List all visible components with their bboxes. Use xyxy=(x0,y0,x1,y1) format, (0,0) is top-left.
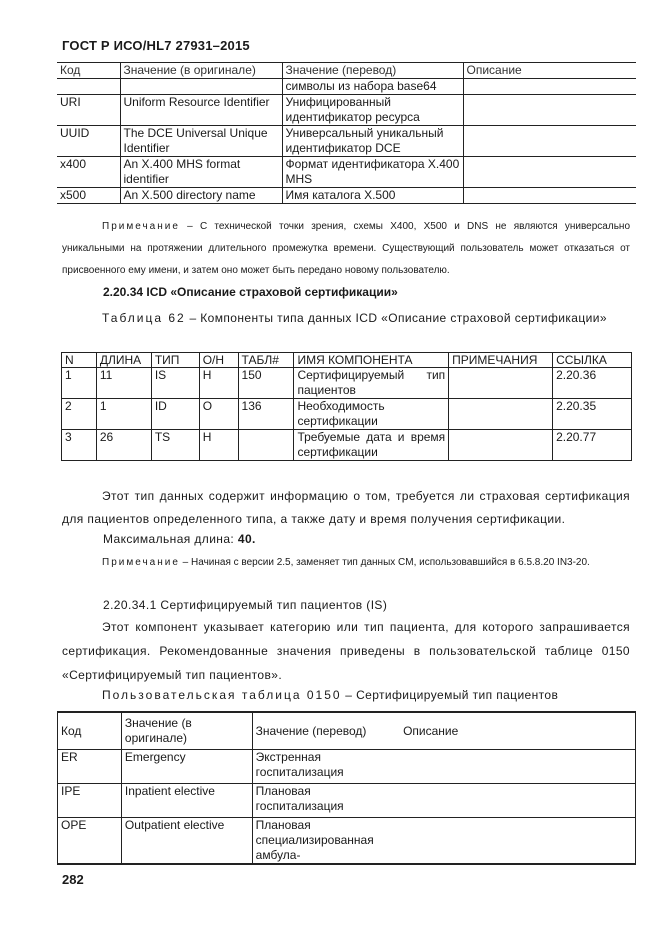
note-paragraph xyxy=(62,216,630,282)
cell-description xyxy=(463,126,636,157)
table-row xyxy=(62,430,632,461)
column-header: N xyxy=(62,353,97,368)
column-header: ССЫЛКА xyxy=(553,353,632,368)
column-header: Значение (в оригинале) xyxy=(121,712,252,750)
cell-n: 3 xyxy=(62,430,97,461)
caption-label: Пользовательская таблица 0150 xyxy=(102,688,342,702)
max-length-label: Максимальная длина: xyxy=(103,532,238,546)
table-caption xyxy=(62,306,630,330)
column-header: О/Н xyxy=(199,353,238,368)
table-row xyxy=(57,188,636,204)
cell-code: IPE xyxy=(58,784,122,818)
cell-translation: Плановая госпитализация xyxy=(252,784,400,818)
table-row xyxy=(58,750,636,784)
column-header: Значение (перевод) xyxy=(252,712,400,750)
cell-translation: Унифицированный идентификатор ресурса xyxy=(282,95,463,126)
section-heading: 2.20.34 ICD «Описание страховой сертификации» xyxy=(103,285,398,299)
cell-component-name: Требуемые дата и время сертификации xyxy=(294,430,449,461)
column-header: Описание xyxy=(463,63,636,79)
table-row xyxy=(57,126,636,157)
cell-reference: 2.20.36 xyxy=(553,368,632,399)
table-header-row xyxy=(57,63,636,79)
subsection-heading: 2.20.34.1 Сертифицируемый тип пациентов (IS) xyxy=(103,598,388,612)
cell-description xyxy=(400,784,635,818)
note-text: – С технической точки зрения, схемы X400, X500 и DNS не являются универсально уникальными на протяжении длительного промежутка времени. Существующий пользователь может отказаться от присвоенного ему имени, и затем оно может быть передано новому пользователю. xyxy=(62,221,630,276)
cell-description xyxy=(400,818,635,865)
cell-code xyxy=(57,79,120,95)
caption-text: – Компоненты типа данных ICD «Описание страховой сертификации» xyxy=(185,311,607,325)
table-row xyxy=(57,157,636,188)
column-header: Код xyxy=(57,63,120,79)
cell-component-name: Необходимость сертификации xyxy=(294,399,449,430)
patient-type-table xyxy=(57,711,636,865)
cell-optionality: О xyxy=(199,399,238,430)
cell-original: Outpatient elective xyxy=(121,818,252,865)
column-header: ПРИМЕЧАНИЯ xyxy=(449,353,553,368)
cell-table-number: 150 xyxy=(238,368,294,399)
table-row xyxy=(57,79,636,95)
note-label: Примечание xyxy=(102,557,180,568)
cell-original xyxy=(120,79,282,95)
cell-translation: Имя каталога X.500 xyxy=(282,188,463,204)
cell-notes xyxy=(449,368,553,399)
column-header: Значение (перевод) xyxy=(282,63,463,79)
body-paragraph: Этот компонент указывает категорию или тип пациента, для которого запрашивается сертификация. Рекомендованные значения приведены в пользовательской таблице 0150 «Сертифицируемый тип пациентов». xyxy=(62,620,630,682)
body-paragraph: Этот тип данных содержит информацию о том, требуется ли страховая сертификация для пациентов определенного типа, а также дату и время получения сертификации. xyxy=(62,489,630,526)
cell-description xyxy=(463,188,636,204)
cell-translation: Экстренная госпитализация xyxy=(252,750,400,784)
cell-code: x500 xyxy=(57,188,120,204)
cell-code: x400 xyxy=(57,157,120,188)
cell-length: 11 xyxy=(96,368,151,399)
cell-reference: 2.20.77 xyxy=(553,430,632,461)
cell-translation: Плановая специализированная амбула- xyxy=(252,818,400,865)
table-row xyxy=(58,784,636,818)
table-header-row xyxy=(62,353,632,368)
cell-n: 1 xyxy=(62,368,97,399)
cell-notes xyxy=(449,430,553,461)
table-row xyxy=(62,399,632,430)
cell-type: ID xyxy=(151,399,199,430)
cell-table-number: 136 xyxy=(238,399,294,430)
document-header: ГОСТ Р ИСО/HL7 27931–2015 xyxy=(62,38,250,53)
cell-table-number xyxy=(238,430,294,461)
cell-description xyxy=(463,79,636,95)
cell-type: TS xyxy=(151,430,199,461)
cell-type: IS xyxy=(151,368,199,399)
cell-component-name: Сертифицируемый тип пациентов xyxy=(294,368,449,399)
caption-text: – Сертифицируемый тип пациентов xyxy=(341,688,559,702)
note-text: – Начиная с версии 2.5, заменяет тип данных CM, использовавшийся в 6.5.8.20 IN3-20. xyxy=(179,557,590,568)
table-header-row xyxy=(58,712,636,750)
max-length-value: 40. xyxy=(237,532,256,546)
cell-original: Inpatient elective xyxy=(121,784,252,818)
table-row xyxy=(58,818,636,865)
column-header: Значение (в оригинале) xyxy=(120,63,282,79)
page-number: 282 xyxy=(62,872,84,887)
cell-description xyxy=(463,157,636,188)
icd-components-table xyxy=(61,352,632,461)
cell-original: The DCE Universal Unique Identifier xyxy=(120,126,282,157)
cell-translation: символы из набора base64 xyxy=(282,79,463,95)
caption-label: Таблица 62 xyxy=(102,311,186,325)
cell-original: An X.500 directory name xyxy=(120,188,282,204)
cell-original: Uniform Resource Identifier xyxy=(120,95,282,126)
max-length-line xyxy=(103,532,256,546)
cell-notes xyxy=(449,399,553,430)
cell-code: OPE xyxy=(58,818,122,865)
cell-translation: Формат идентификатора X.400 MHS xyxy=(282,157,463,188)
table-caption xyxy=(102,688,558,702)
cell-length: 1 xyxy=(96,399,151,430)
cell-original: An X.400 MHS format identifier xyxy=(120,157,282,188)
cell-original: Emergency xyxy=(121,750,252,784)
table-row xyxy=(62,368,632,399)
table-row xyxy=(57,95,636,126)
cell-code: ER xyxy=(58,750,122,784)
column-header: Код xyxy=(58,712,122,750)
cell-n: 2 xyxy=(62,399,97,430)
cell-optionality: Н xyxy=(199,368,238,399)
note-label: Примечание xyxy=(102,221,180,232)
column-header: ДЛИНА xyxy=(96,353,151,368)
note-paragraph xyxy=(62,552,630,574)
cell-reference: 2.20.35 xyxy=(553,399,632,430)
cell-code: UUID xyxy=(57,126,120,157)
code-table-continued xyxy=(57,62,636,204)
column-header: ТИП xyxy=(151,353,199,368)
cell-code: URI xyxy=(57,95,120,126)
column-header: ТАБЛ# xyxy=(238,353,294,368)
cell-description xyxy=(463,95,636,126)
column-header: Описание xyxy=(400,712,635,750)
cell-translation: Универсальный уникальный идентификатор DCE xyxy=(282,126,463,157)
column-header: ИМЯ КОМПОНЕНТА xyxy=(294,353,449,368)
cell-length: 26 xyxy=(96,430,151,461)
cell-description xyxy=(400,750,635,784)
cell-optionality: Н xyxy=(199,430,238,461)
